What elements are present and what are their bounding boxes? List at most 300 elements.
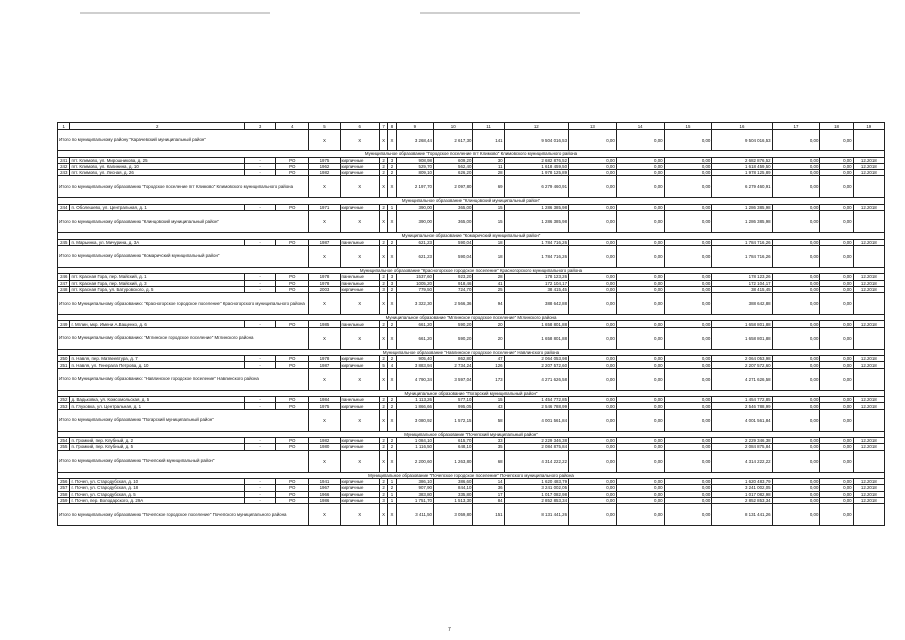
data-cell: 386,60 (433, 479, 472, 485)
data-cell: 562,40 (433, 163, 472, 169)
data-cell: 0,00 (772, 157, 820, 163)
section-heading: Муниципальное образование "Красногорское городское поселение" Красногорского муниципального района (58, 267, 885, 274)
address-cell: пгт. Красная Гора, ул. Батуровского, д. 5 (70, 286, 245, 292)
section-heading-row (58, 431, 885, 438)
data-cell: 615,70 (433, 438, 472, 444)
data-cell: 0,00 (569, 239, 617, 245)
subtotal-cell: X (340, 503, 379, 525)
address-cell: п. Навля, пер. Матвеевтура, д. 7 (70, 356, 245, 362)
section-heading-row (58, 349, 885, 356)
data-cell: 2 852 853,34 (504, 497, 568, 503)
data-cell: 1005,20 (396, 280, 433, 286)
data-cell: 0,00 (569, 485, 617, 491)
subtotal-cell: 1 658 801,88 (504, 327, 568, 349)
data-cell: 256 (58, 479, 70, 485)
subtotal-cell: 0,00 (664, 210, 712, 232)
data-cell: 259 (58, 497, 70, 503)
data-cell: РО (276, 485, 309, 491)
data-cell: 0,00 (616, 397, 664, 403)
data-cell: 2 064 053,98 (504, 356, 568, 362)
subtotal-cell: 390,00 (396, 210, 433, 232)
data-cell: 15 (473, 204, 504, 210)
subtotal-cell: 0,00 (664, 450, 712, 472)
data-cell: 3 (380, 286, 388, 292)
subtotal-label: Итого по Муниципальному образованию: "Красногорское городское поселение" Красногорского муниципального района (58, 292, 309, 314)
data-cell: 0,00 (569, 280, 617, 286)
data-cell: 17 (473, 491, 504, 497)
data-cell: 0,00 (616, 157, 664, 163)
data-cell: РО (276, 239, 309, 245)
data-cell: 2 084 875,84 (712, 444, 772, 450)
subtotal-cell: 3 322,30 (396, 292, 433, 314)
data-cell: 12.2018 (853, 479, 884, 485)
data-cell: 0,00 (664, 280, 712, 286)
data-cell: 0,00 (616, 403, 664, 409)
address-cell: г. Почеп, ул. Стародубская, д. 5 (70, 491, 245, 497)
subtotal-row (58, 450, 885, 472)
data-cell: 1 978 125,89 (712, 169, 772, 175)
subtotal-cell: 0,00 (664, 245, 712, 267)
subtotal-cell: X (388, 176, 396, 198)
data-cell: 0,00 (664, 169, 712, 175)
data-cell: РО (276, 444, 309, 450)
subtotal-cell: X (340, 130, 379, 151)
data-cell: 12.2018 (853, 444, 884, 450)
section-heading-row (58, 151, 885, 158)
subtotal-label: Итого по муниципальному образованию "Почепское городское поселение" Почепского муниципального района (58, 503, 309, 525)
column-number: 15 (664, 123, 712, 130)
data-cell: кирпичные (340, 403, 379, 409)
data-cell: 0,00 (569, 356, 617, 362)
subtotal-cell: X (380, 176, 388, 198)
data-cell: 1 618 459,50 (712, 163, 772, 169)
data-cell: 0,00 (772, 163, 820, 169)
subtotal-cell (853, 130, 884, 151)
subtotal-cell: X (380, 503, 388, 525)
data-cell: 2 (380, 169, 388, 175)
subtotal-cell: 2 617,30 (433, 130, 472, 151)
data-cell: панельные (340, 321, 379, 327)
data-cell: РО (276, 204, 309, 210)
column-number: 2 (70, 123, 245, 130)
subtotal-cell: 365,00 (433, 210, 472, 232)
data-cell: 0,00 (664, 362, 712, 368)
data-cell: 1978 (309, 274, 340, 280)
data-cell: 648,10 (433, 444, 472, 450)
subtotal-row (58, 368, 885, 390)
data-cell: 1 017 082,98 (712, 491, 772, 497)
data-cell: 1 084,10 (396, 438, 433, 444)
data-cell: 241 (58, 157, 70, 163)
section-heading: Муниципальное образование "Комаричский муниципальный район" (58, 232, 885, 239)
subtotal-cell: X (388, 503, 396, 525)
column-number: 6 (340, 123, 379, 130)
data-cell: 905,40 (396, 356, 433, 362)
data-cell: 12.2018 (853, 239, 884, 245)
data-cell: 0,00 (820, 497, 853, 503)
subtotal-cell (853, 409, 884, 431)
data-cell: 35 (473, 444, 504, 450)
data-cell: 3 (388, 157, 396, 163)
data-cell: 0,00 (820, 286, 853, 292)
subtotal-cell: 18 (473, 245, 504, 267)
data-cell: 0,00 (772, 444, 820, 450)
data-cell: 1962 (309, 163, 340, 169)
subtotal-cell: X (340, 450, 379, 472)
data-cell: - (244, 321, 275, 327)
data-cell: 0,00 (616, 163, 664, 169)
subtotal-row (58, 130, 885, 151)
data-cell: РО (276, 274, 309, 280)
data-cell: 47 (473, 356, 504, 362)
subtotal-cell: X (340, 210, 379, 232)
data-cell: 1 658 801,88 (504, 321, 568, 327)
data-cell: 724,70 (433, 286, 472, 292)
data-cell: 0,00 (772, 497, 820, 503)
data-cell: 626,20 (433, 169, 472, 175)
data-cell: 2 (380, 239, 388, 245)
data-cell: 2 (380, 403, 388, 409)
data-cell: 28 (473, 274, 504, 280)
data-cell: - (244, 274, 275, 280)
subtotal-row (58, 210, 885, 232)
data-cell: 0,00 (616, 280, 664, 286)
subtotal-cell: X (380, 130, 388, 151)
data-cell: - (244, 286, 275, 292)
subtotal-cell: 4 790,34 (396, 368, 433, 390)
data-cell: 1 454 772,85 (504, 397, 568, 403)
subtotal-cell: 0,00 (616, 409, 664, 431)
subtotal-cell (853, 327, 884, 349)
subtotal-cell: X (380, 245, 388, 267)
subtotal-cell: 0,00 (616, 245, 664, 267)
column-number: 9 (396, 123, 433, 130)
data-cell: 0,00 (772, 169, 820, 175)
data-cell: 621,23 (396, 239, 433, 245)
subtotal-row (58, 176, 885, 198)
data-cell: 0,00 (616, 485, 664, 491)
data-cell: 0,00 (820, 280, 853, 286)
data-cell: 1 113,26 (396, 397, 433, 403)
data-cell: 335,80 (433, 491, 472, 497)
data-cell: 1 978 125,89 (504, 169, 568, 175)
subtotal-cell: 4 001 561,84 (504, 409, 568, 431)
data-cell: 0,00 (820, 356, 853, 362)
data-cell: 0,00 (664, 491, 712, 497)
address-cell: пгт. Красная Гора, пер. Майский, д. 3 (70, 280, 245, 286)
data-cell: РО (276, 356, 309, 362)
subtotal-cell: 0,00 (616, 176, 664, 198)
data-cell: - (244, 157, 275, 163)
subtotal-cell: 0,00 (569, 503, 617, 525)
data-cell: 2 (388, 169, 396, 175)
data-cell: 2 (380, 479, 388, 485)
subtotal-row (58, 409, 885, 431)
subtotal-cell: 69 (473, 176, 504, 198)
data-cell: 907,90 (396, 485, 433, 491)
data-cell: 2 207 572,60 (712, 362, 772, 368)
subtotal-cell: 0,00 (569, 409, 617, 431)
column-number: 19 (853, 123, 884, 130)
subtotal-cell: X (309, 292, 340, 314)
data-cell: 2 682 876,52 (504, 157, 568, 163)
data-cell: 1 116,50 (396, 444, 433, 450)
subtotal-cell: 0,00 (772, 245, 820, 267)
column-number: 17 (772, 123, 820, 130)
data-cell: 0,00 (664, 157, 712, 163)
column-number: 11 (473, 123, 504, 130)
section-heading: Муниципальное образование "Почепское городское поселение" Почепского муниципального района (58, 472, 885, 479)
subtotal-cell: X (380, 368, 388, 390)
data-cell: 3 (388, 274, 396, 280)
data-cell: 0,00 (616, 239, 664, 245)
data-cell: 12.2018 (853, 163, 884, 169)
section-heading: Муниципальное образование "Навлинское городское поселение" Навлинского района (58, 349, 885, 356)
subtotal-cell: 0,00 (616, 327, 664, 349)
subtotal-cell: 0,00 (569, 368, 617, 390)
data-cell: кирпичные (340, 286, 379, 292)
subtotal-cell: 173 (473, 368, 504, 390)
data-cell: 908,98 (396, 157, 433, 163)
data-cell: 1978 (309, 280, 340, 286)
subtotal-cell: 9 504 016,53 (712, 130, 772, 151)
data-cell: РО (276, 438, 309, 444)
data-cell: 1 620 483,79 (712, 479, 772, 485)
subtotal-cell: X (388, 368, 396, 390)
subtotal-cell: X (309, 368, 340, 390)
data-cell: 1978 (309, 356, 340, 362)
data-cell: 779,50 (396, 286, 433, 292)
data-cell: 0,00 (772, 286, 820, 292)
subtotal-cell: 0,00 (569, 130, 617, 151)
data-cell: 0,00 (820, 321, 853, 327)
data-cell: 2 (380, 163, 388, 169)
subtotal-cell: X (309, 210, 340, 232)
column-number: 18 (820, 123, 853, 130)
data-cell: - (244, 397, 275, 403)
data-cell: 251 (58, 362, 70, 368)
data-cell: РО (276, 497, 309, 503)
data-cell: РО (276, 491, 309, 497)
data-cell: 0,00 (664, 397, 712, 403)
subtotal-cell: 2 566,36 (433, 292, 472, 314)
data-cell: РО (276, 362, 309, 368)
data-cell: 84 (473, 497, 504, 503)
address-cell: п. Громкий, пер. Клубный, д. 5 (70, 444, 245, 450)
data-cell: 1986 (309, 497, 340, 503)
data-cell: 3 (388, 280, 396, 286)
data-cell: 3 241 002,05 (712, 485, 772, 491)
data-cell: 1982 (309, 438, 340, 444)
subtotal-cell: 0,00 (820, 368, 853, 390)
data-cell: 5 (380, 362, 388, 368)
subtotal-cell: 3 411,50 (396, 503, 433, 525)
subtotal-cell: 388 642,88 (712, 292, 772, 314)
subtotal-cell: 4 314 222,22 (712, 450, 772, 472)
column-number-row (58, 123, 885, 130)
data-cell: 25 (473, 286, 504, 292)
data-cell: 2 064 053,98 (712, 356, 772, 362)
data-cell: 247 (58, 280, 70, 286)
data-cell: 2 084 875,84 (504, 444, 568, 450)
data-cell: 0,00 (664, 321, 712, 327)
data-cell: 1 513,30 (433, 497, 472, 503)
data-cell: 0,00 (772, 438, 820, 444)
data-cell: 0,00 (616, 362, 664, 368)
subtotal-cell: 0,00 (616, 130, 664, 151)
data-cell: 12.2018 (853, 169, 884, 175)
data-cell: 3 (380, 497, 388, 503)
section-heading-row (58, 314, 885, 321)
subtotal-cell: 1 784 716,26 (504, 245, 568, 267)
data-cell: 2 (388, 444, 396, 450)
data-cell: 0,00 (569, 397, 617, 403)
subtotal-cell: 0,00 (664, 292, 712, 314)
subtotal-cell: 1 658 801,88 (712, 327, 772, 349)
data-cell: 249 (58, 321, 70, 327)
subtotal-cell: 1 263,80 (433, 450, 472, 472)
subtotal-cell: 4 314 222,22 (504, 450, 568, 472)
data-cell: 2 (388, 321, 396, 327)
section-heading: Муниципальное образование "Клинцовский муниципальный район" (58, 198, 885, 205)
section-heading-row (58, 390, 885, 397)
data-cell: 12.2018 (853, 438, 884, 444)
subtotal-cell: X (388, 450, 396, 472)
data-cell: 1980 (309, 444, 340, 450)
subtotal-cell: 8 131 441,26 (712, 503, 772, 525)
data-cell: 2 (380, 204, 388, 210)
data-cell: кирпичные (340, 204, 379, 210)
data-cell: - (244, 280, 275, 286)
data-cell: 0,00 (569, 274, 617, 280)
data-cell: 126 (473, 362, 504, 368)
data-cell: 0,00 (820, 397, 853, 403)
data-cell: 2 734,24 (433, 362, 472, 368)
data-cell: 2 (388, 286, 396, 292)
column-number: 7 (380, 123, 388, 130)
data-cell: 0,00 (772, 239, 820, 245)
subtotal-cell: 0,00 (772, 176, 820, 198)
data-cell: панельные (340, 274, 379, 280)
subtotal-cell: 3 597,04 (433, 368, 472, 390)
data-cell: 12.2018 (853, 157, 884, 163)
address-cell: г. Почеп, ул. Стародубская, д. 10 (70, 479, 245, 485)
data-cell: 20 (473, 321, 504, 327)
section-heading: Муниципальное образование "Погарский муниципальный район" (58, 390, 885, 397)
subtotal-cell: 590,04 (433, 245, 472, 267)
data-cell: 0,00 (664, 204, 712, 210)
data-cell: 383,80 (396, 491, 433, 497)
data-cell: 2 (380, 444, 388, 450)
data-cell: 0,00 (820, 438, 853, 444)
data-cell: 0,00 (772, 403, 820, 409)
subtotal-cell: X (380, 450, 388, 472)
subtotal-cell: 0,00 (616, 368, 664, 390)
data-cell: 1971 (309, 204, 340, 210)
column-number: 4 (276, 123, 309, 130)
subtotal-cell: 1 286 385,98 (712, 210, 772, 232)
data-cell: 0,00 (772, 274, 820, 280)
data-cell: 11 (473, 163, 504, 169)
subtotal-cell: X (388, 245, 396, 267)
subtotal-cell: 58 (473, 409, 504, 431)
subtotal-cell: X (340, 409, 379, 431)
data-cell: 1 (388, 479, 396, 485)
subtotal-cell (853, 450, 884, 472)
subtotal-cell: 0,00 (820, 450, 853, 472)
data-cell: 1 (388, 497, 396, 503)
data-cell: 0,00 (664, 356, 712, 362)
subtotal-cell: 141 (473, 130, 504, 151)
data-cell: РО (276, 169, 309, 175)
data-cell: 178 123,26 (504, 274, 568, 280)
subtotal-cell: 0,00 (820, 409, 853, 431)
data-cell: - (244, 362, 275, 368)
subtotal-cell: 0,00 (772, 450, 820, 472)
data-cell: 2 (380, 438, 388, 444)
data-cell: кирпичные (340, 362, 379, 368)
data-cell: 0,00 (772, 356, 820, 362)
address-cell: г. Почеп, ул. Стародубская, д. 18 (70, 485, 245, 491)
subtotal-cell: 0,00 (616, 503, 664, 525)
subtotal-cell: 2 200,60 (396, 450, 433, 472)
data-cell: 923,20 (433, 274, 472, 280)
address-cell: п. Навля, ул. Генерала Петрова, д. 10 (70, 362, 245, 368)
subtotal-cell: 3 080,92 (396, 409, 433, 431)
data-cell: РО (276, 479, 309, 485)
data-cell: 2 (388, 403, 396, 409)
data-cell: 30 (473, 157, 504, 163)
data-cell: 38 415,45 (712, 286, 772, 292)
data-cell: 0,00 (616, 321, 664, 327)
subtotal-cell: 0,00 (569, 176, 617, 198)
subtotal-cell (853, 176, 884, 198)
subtotal-cell: 0,00 (820, 503, 853, 525)
data-cell: - (244, 491, 275, 497)
data-cell: РО (276, 157, 309, 163)
data-cell: 0,00 (664, 286, 712, 292)
data-cell: 2 546 788,99 (504, 403, 568, 409)
data-cell: 0,00 (569, 163, 617, 169)
data-cell: РО (276, 286, 309, 292)
data-cell: 0,00 (664, 444, 712, 450)
data-cell: 661,20 (396, 321, 433, 327)
subtotal-cell: X (309, 245, 340, 267)
data-cell: - (244, 403, 275, 409)
data-cell: 2 (388, 485, 396, 491)
section-heading-row (58, 198, 885, 205)
data-cell: 0,00 (664, 485, 712, 491)
subtotal-cell: 1 784 716,26 (712, 245, 772, 267)
data-cell: 172 104,17 (712, 280, 772, 286)
subtotal-cell: X (340, 245, 379, 267)
data-cell: 0,00 (569, 479, 617, 485)
data-cell: 1 866,66 (396, 403, 433, 409)
data-cell: 3 241 002,05 (504, 485, 568, 491)
subtotal-cell: 0,00 (772, 292, 820, 314)
subtotal-cell: 0,00 (772, 409, 820, 431)
data-cell: 2 852 853,34 (712, 497, 772, 503)
data-cell: панельные (340, 397, 379, 403)
section-heading-row (58, 472, 885, 479)
address-cell: пгт. Климово, ул. Калинина, д. 10 (70, 163, 245, 169)
subtotal-cell: X (309, 327, 340, 349)
data-cell: 0,00 (820, 479, 853, 485)
data-cell: - (244, 163, 275, 169)
subtotal-cell: 94 (473, 292, 504, 314)
data-cell: 0,00 (664, 479, 712, 485)
page-number: 7 (448, 627, 451, 633)
